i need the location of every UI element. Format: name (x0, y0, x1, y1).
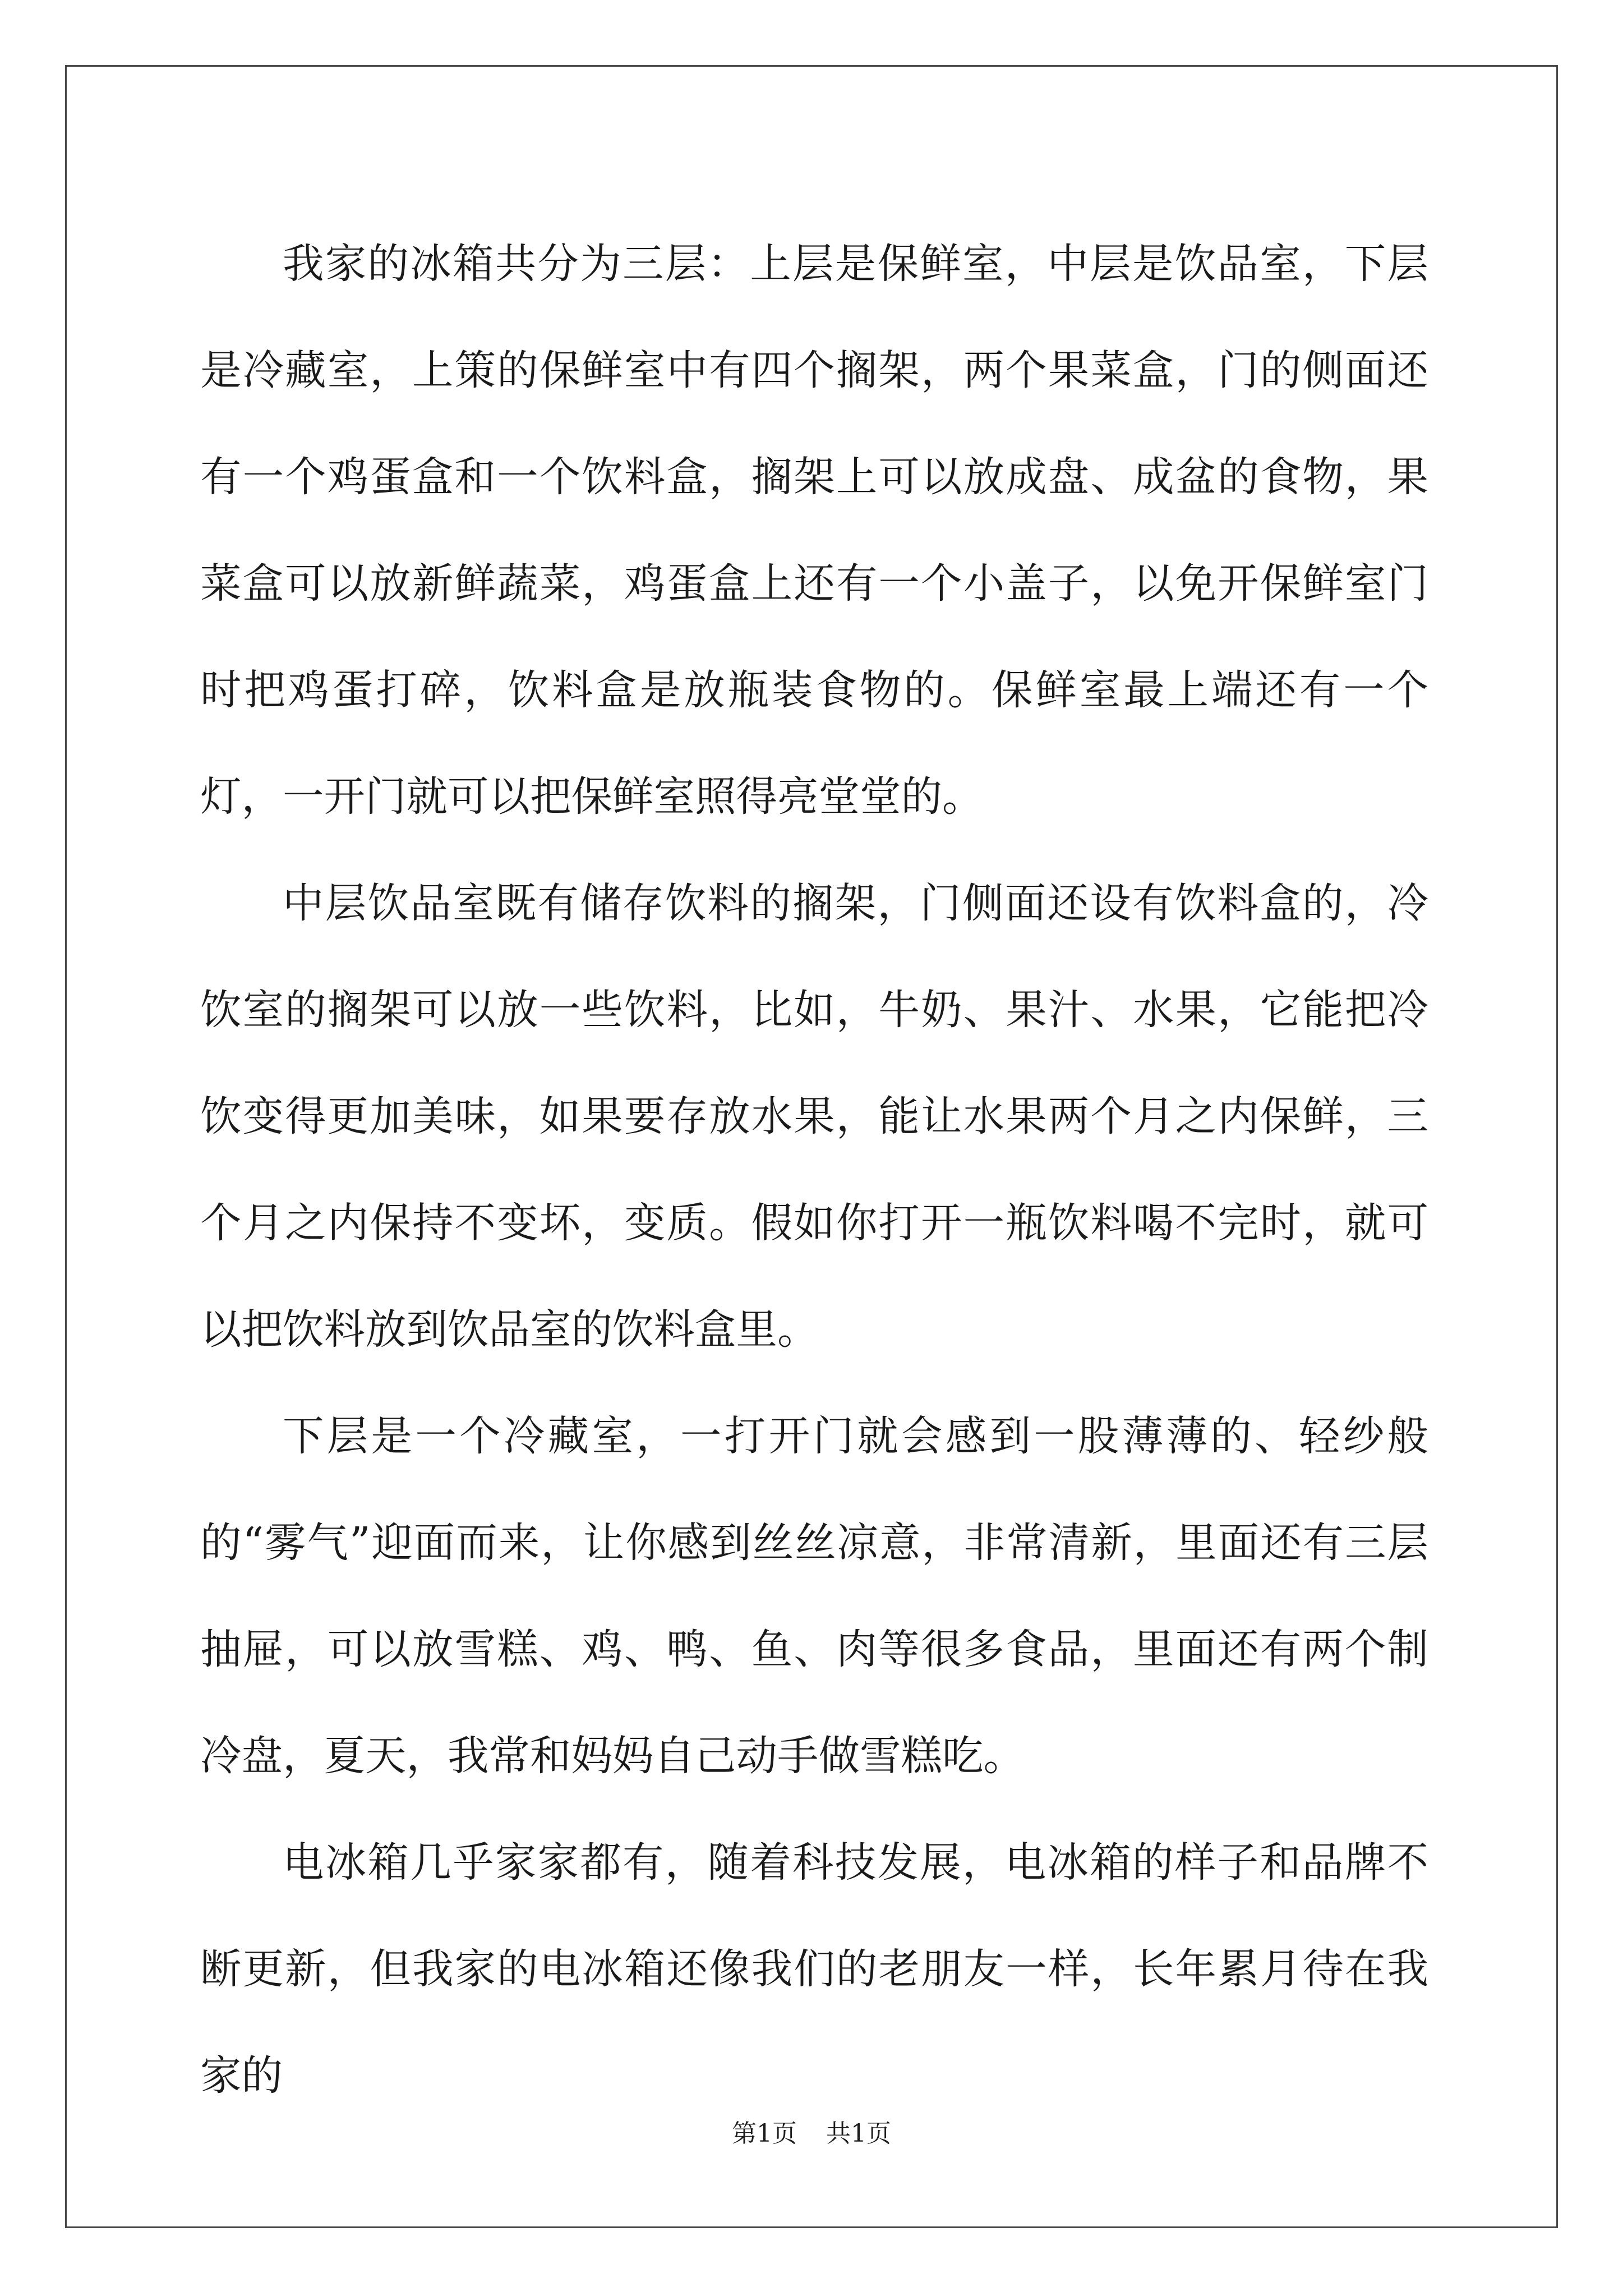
page-total: 共1页 (826, 2119, 891, 2148)
paragraph-1: 我家的冰箱共分为三层：上层是保鲜室，中层是饮品室，下层是冷藏室，上策的保鲜室中有四个搁架，两个果菜盒，门的侧面还有一个鸡蛋盒和一个饮料盒，搁架上可以放成盘、成盆的食物，果菜盒可以放新鲜蔬菜，鸡蛋盒上还有一个小盖子，以免开保鲜室门时把鸡蛋打碎，饮料盒是放瓶装食物的。保鲜室最上端还有一个灯，一开门就可以把保鲜室照得亮堂堂的。 (200, 240, 1428, 821)
paragraph-2: 中层饮品室既有储存饮料的搁架，门侧面还设有饮料盒的，冷饮室的搁架可以放一些饮料，比如，牛奶、果汁、水果，它能把冷饮变得更加美味，如果要存放水果，能让水果两个月之内保鲜，三个月之内保持不变坏，变质。假如你打开一瓶饮料喝不完时，就可以把饮料放到饮品室的饮料盒里。 (200, 880, 1428, 1354)
document-body (200, 211, 1428, 2129)
paragraph-3: 下层是一个冷藏室，一打开门就会感到一股薄薄的、轻纱般的“雾气”迎面而来，让你感到丝丝凉意，非常清新，里面还有三层抽屉，可以放雪糕、鸡、鸭、鱼、肉等很多食品，里面还有两个制冷盘，夏天，我常和妈妈自己动手做雪糕吃。 (200, 1412, 1428, 1780)
page-number: 第1页 (732, 2119, 797, 2148)
page-footer (0, 2117, 1623, 2151)
paragraph-4: 电冰箱几乎家家都有，随着科技发展，电冰箱的样子和品牌不断更新，但我家的电冰箱还像我们的老朋友一样，长年累月待在我家的 (200, 1839, 1428, 2100)
